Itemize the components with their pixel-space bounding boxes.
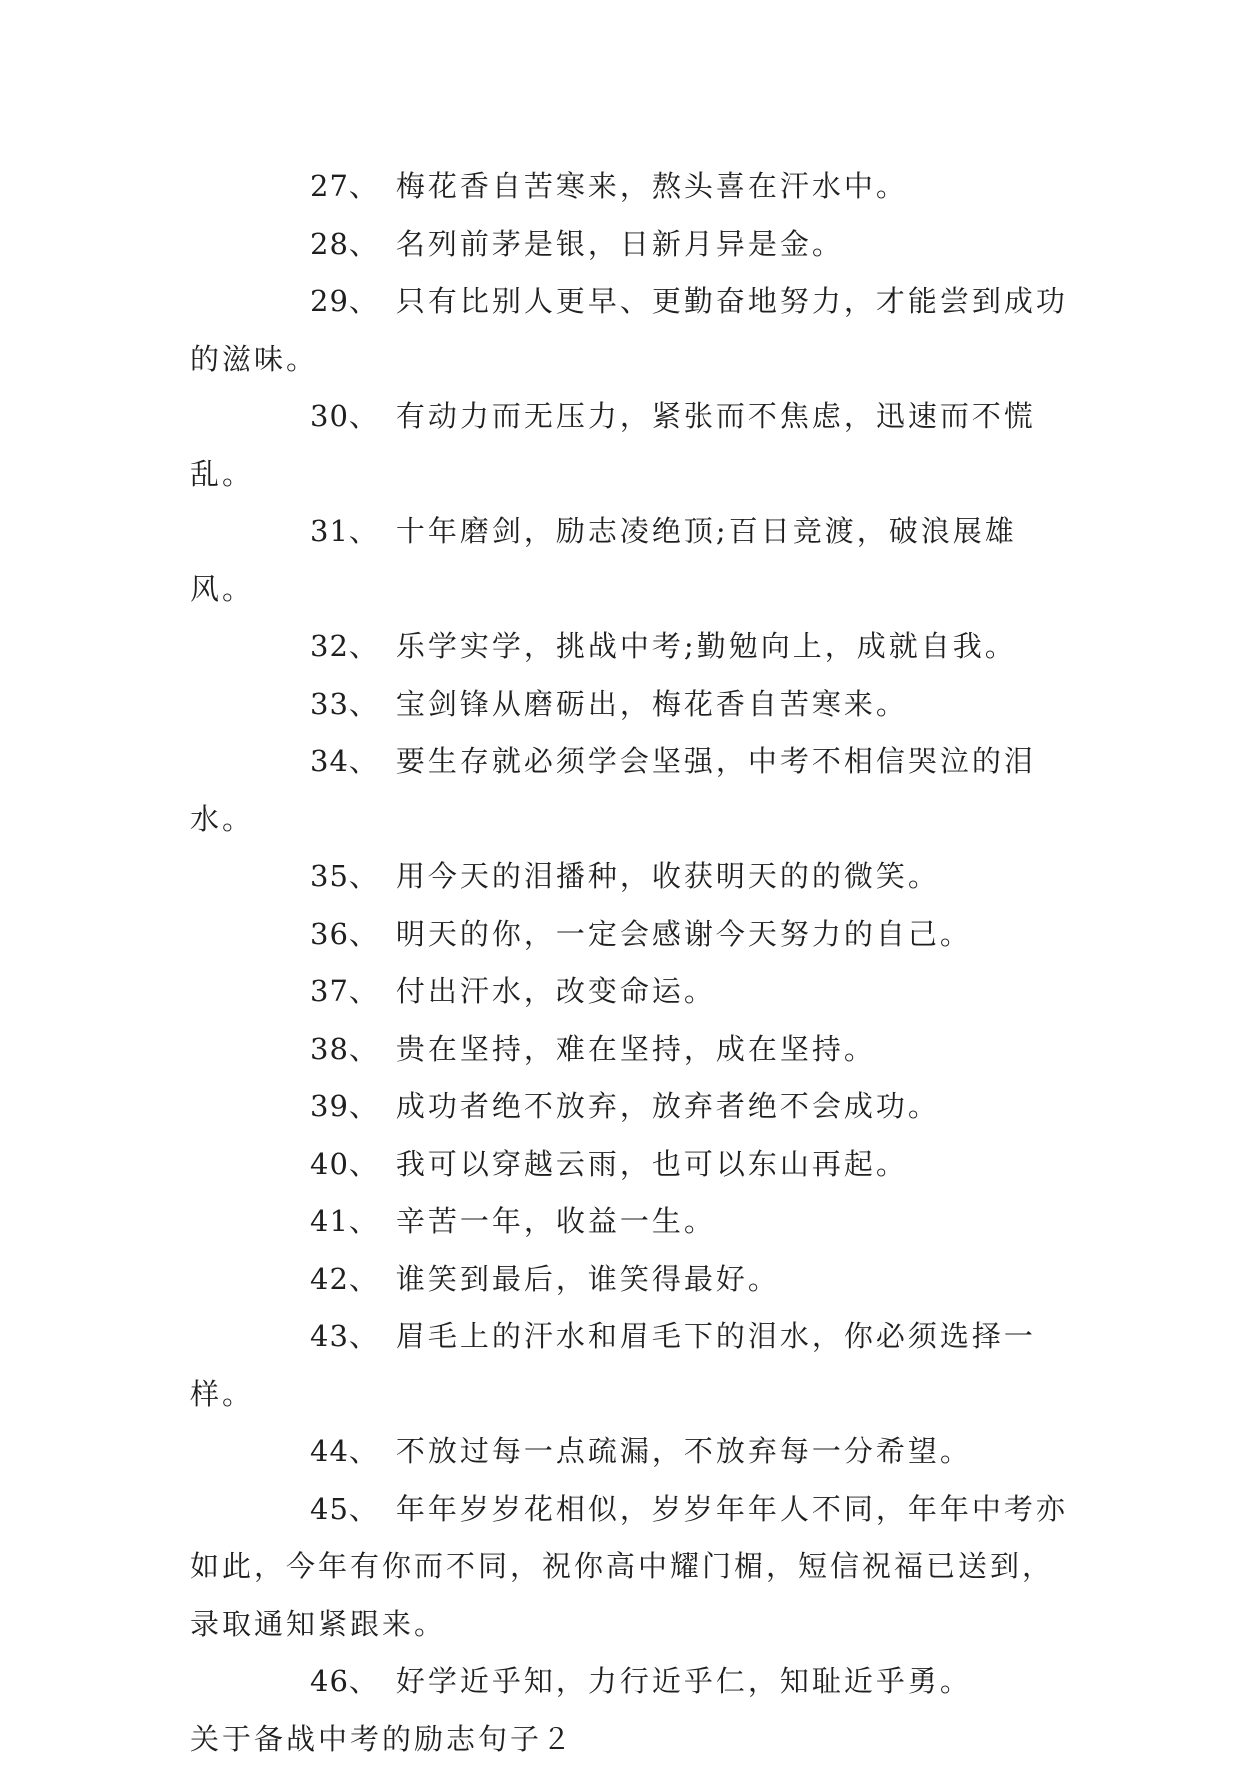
sentence-number-digits: 41 [310, 1204, 349, 1238]
sentence-number [250, 1481, 378, 1539]
sentence-number-separator: 、 [349, 1319, 378, 1353]
sentence-number-separator: 、 [349, 284, 378, 318]
sentence-number-digits: 44 [310, 1434, 349, 1468]
sentence-item [190, 1078, 1080, 1136]
sentence-item [190, 1251, 1080, 1309]
sentence-number-separator: 、 [349, 399, 378, 433]
sentence-number-digits: 33 [310, 687, 349, 721]
sentence-text: 有动力而无压力，紧张而不焦虑，迅速而不慌乱。 [190, 399, 1036, 491]
sentence-number-digits: 36 [310, 917, 349, 951]
sentence-number-separator: 、 [349, 687, 378, 721]
sentence-item [190, 1308, 1080, 1423]
sentence-text: 十年磨剑，励志凌绝顶;百日竞渡，破浪展雄风。 [190, 514, 1017, 606]
sentence-number [250, 1423, 378, 1481]
sentence-number [250, 848, 378, 906]
sentence-number [250, 1021, 378, 1079]
sentence-item [190, 158, 1080, 216]
sentence-text: 辛苦一年，收益一生。 [396, 1204, 716, 1238]
sentence-item [190, 503, 1080, 618]
sentence-number-separator: 、 [349, 1664, 378, 1698]
sentence-text: 不放过每一点疏漏，不放弃每一分希望。 [396, 1434, 972, 1468]
sentence-number [250, 733, 378, 791]
sentence-number-digits: 42 [310, 1262, 349, 1296]
sentence-number [250, 216, 378, 274]
sentence-item [190, 1481, 1080, 1654]
sentence-number-separator: 、 [349, 974, 378, 1008]
sentence-text: 宝剑锋从磨砺出，梅花香自苦寒来。 [396, 687, 908, 721]
document-body [190, 158, 1080, 1768]
sentence-number [250, 503, 378, 561]
sentence-number-separator: 、 [349, 1147, 378, 1181]
sentence-number-separator: 、 [349, 169, 378, 203]
sentence-number-digits: 37 [310, 974, 349, 1008]
sentence-text: 乐学实学，挑战中考;勤勉向上，成就自我。 [396, 629, 1017, 663]
sentence-number-separator: 、 [349, 1262, 378, 1296]
sentence-text: 贵在坚持，难在坚持，成在坚持。 [396, 1032, 876, 1066]
sentence-item [190, 618, 1080, 676]
sentence-number-digits: 35 [310, 859, 349, 893]
sentence-text: 年年岁岁花相似，岁岁年年人不同，年年中考亦如此，今年有你而不同，祝你高中耀门楣，短信祝福已送到，录取通知紧跟来。 [190, 1492, 1068, 1641]
sentence-text: 用今天的泪播种，收获明天的的微笑。 [396, 859, 940, 893]
sentence-number-digits: 39 [310, 1089, 349, 1123]
sentence-number-digits: 46 [310, 1664, 349, 1698]
sentence-number-digits: 43 [310, 1319, 349, 1353]
sentence-item [190, 273, 1080, 388]
sentence-number-separator: 、 [349, 1089, 378, 1123]
sentence-number-separator: 、 [349, 514, 378, 548]
sentence-text: 明天的你，一定会感谢今天努力的自己。 [396, 917, 972, 951]
sentence-text: 好学近乎知，力行近乎仁，知耻近乎勇。 [396, 1664, 972, 1698]
sentence-item [190, 676, 1080, 734]
sentence-text: 我可以穿越云雨，也可以东山再起。 [396, 1147, 908, 1181]
sentence-number-digits: 31 [310, 514, 349, 548]
sentence-number [250, 1078, 378, 1136]
sentence-number-digits: 32 [310, 629, 349, 663]
sentence-number-digits: 27 [310, 169, 349, 203]
sentence-item [190, 963, 1080, 1021]
sentence-text: 付出汗水，改变命运。 [396, 974, 716, 1008]
sentence-number-separator: 、 [349, 917, 378, 951]
sentence-number [250, 676, 378, 734]
sentence-item [190, 1193, 1080, 1251]
sentence-text: 只有比别人更早、更勤奋地努力，才能尝到成功的滋味。 [190, 284, 1068, 376]
sentence-number [250, 963, 378, 1021]
sentence-item [190, 848, 1080, 906]
sentence-number [250, 906, 378, 964]
sentence-item [190, 388, 1080, 503]
sentence-item [190, 733, 1080, 848]
sentence-number-separator: 、 [349, 629, 378, 663]
sentence-number [250, 273, 378, 331]
sentence-item [190, 1021, 1080, 1079]
sentence-number [250, 618, 378, 676]
sentence-number-digits: 45 [310, 1492, 349, 1526]
sentence-item [190, 1653, 1080, 1711]
sentence-number [250, 1251, 378, 1309]
sentence-number-digits: 34 [310, 744, 349, 778]
sentence-number-digits: 40 [310, 1147, 349, 1181]
sentence-number [250, 1653, 378, 1711]
sentence-item [190, 1423, 1080, 1481]
sentence-list [190, 158, 1080, 1711]
sentence-number-digits: 30 [310, 399, 349, 433]
sentence-text: 名列前茅是银，日新月异是金。 [396, 227, 844, 261]
sentence-text: 要生存就必须学会坚强，中考不相信哭泣的泪水。 [190, 744, 1036, 836]
sentence-number [250, 158, 378, 216]
sentence-number [250, 1193, 378, 1251]
sentence-item [190, 1136, 1080, 1194]
sentence-number-separator: 、 [349, 227, 378, 261]
sentence-text: 梅花香自苦寒来，熬头喜在汗水中。 [396, 169, 908, 203]
sentence-number-separator: 、 [349, 1434, 378, 1468]
sentence-item [190, 216, 1080, 274]
sentence-text: 眉毛上的汗水和眉毛下的泪水，你必须选择一样。 [190, 1319, 1036, 1411]
sentence-number-separator: 、 [349, 859, 378, 893]
sentence-text: 成功者绝不放弃，放弃者绝不会成功。 [396, 1089, 940, 1123]
sentence-text: 谁笑到最后，谁笑得最好。 [396, 1262, 780, 1296]
sentence-number [250, 388, 378, 446]
sentence-number-digits: 28 [310, 227, 349, 261]
sentence-number [250, 1136, 378, 1194]
sentence-number-digits: 38 [310, 1032, 349, 1066]
sentence-number-separator: 、 [349, 744, 378, 778]
sentence-item [190, 906, 1080, 964]
sentence-number-separator: 、 [349, 1032, 378, 1066]
sentence-number [250, 1308, 378, 1366]
section-title: 关于备战中考的励志句子２ [190, 1711, 1080, 1768]
sentence-number-separator: 、 [349, 1204, 378, 1238]
sentence-number-separator: 、 [349, 1492, 378, 1526]
sentence-number-digits: 29 [310, 284, 349, 318]
